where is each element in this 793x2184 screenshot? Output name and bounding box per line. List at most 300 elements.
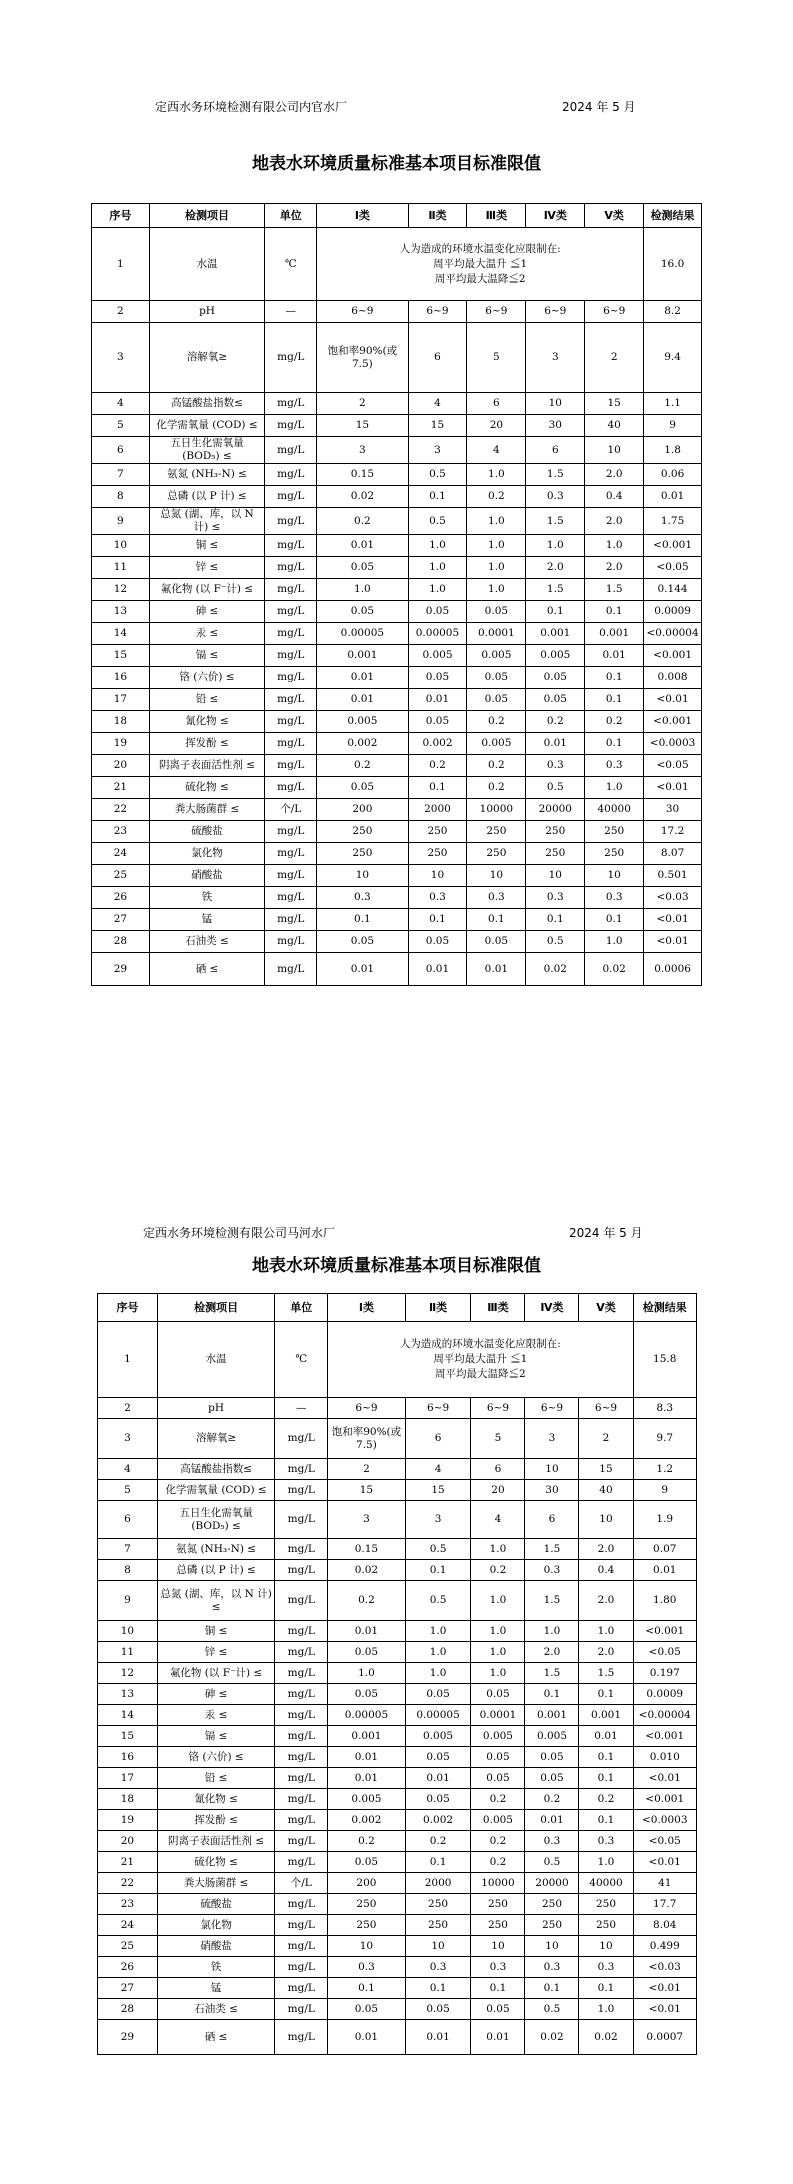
class-limit: 0.001 <box>328 1726 406 1747</box>
unit: mg/L <box>275 1768 328 1789</box>
class-limit: 0.005 <box>408 645 467 667</box>
test-result: <0.001 <box>633 1789 697 1810</box>
table-row <box>92 799 702 821</box>
table-row <box>98 1915 697 1936</box>
class-limit: 0.05 <box>328 1684 406 1705</box>
class-limit: 0.001 <box>585 623 644 645</box>
item-name: 挥发酚 ≤ <box>157 1810 274 1831</box>
column-header: Ⅲ类 <box>471 1294 525 1322</box>
row-number: 27 <box>92 909 150 931</box>
class-limit: 15 <box>579 1459 633 1480</box>
class-limit: 1.0 <box>471 1663 525 1684</box>
class-limit: 1.5 <box>579 1663 633 1684</box>
item-name: 总氮 (湖、库，以 N 计) ≤ <box>157 1581 274 1621</box>
class-limit: 5 <box>467 323 526 393</box>
test-result: <0.01 <box>633 1978 697 1999</box>
row-number: 28 <box>98 1999 158 2020</box>
class-limit: 30 <box>525 1480 579 1501</box>
table-row <box>92 931 702 953</box>
item-name: 铅 ≤ <box>157 1768 274 1789</box>
class-limit: 0.2 <box>317 508 408 535</box>
test-result: <0.05 <box>644 755 702 777</box>
test-result: 0.0006 <box>644 953 702 986</box>
class-limit: 0.1 <box>408 909 467 931</box>
test-result: 0.0007 <box>633 2020 697 2055</box>
test-result: <0.001 <box>633 1726 697 1747</box>
test-result: <0.01 <box>644 689 702 711</box>
test-result: <0.001 <box>644 535 702 557</box>
unit: mg/L <box>265 843 317 865</box>
item-name: 锰 <box>157 1978 274 1999</box>
test-result: 1.9 <box>633 1501 697 1539</box>
unit: mg/L <box>275 1978 328 1999</box>
class-limit: 15 <box>405 1480 471 1501</box>
row-number: 4 <box>98 1459 158 1480</box>
row-number: 24 <box>98 1915 158 1936</box>
class-limit: 0.01 <box>317 667 408 689</box>
class-limit: 0.01 <box>328 2020 406 2055</box>
unit: mg/L <box>265 711 317 733</box>
test-result: <0.01 <box>633 1999 697 2020</box>
row-number: 26 <box>98 1957 158 1978</box>
table-row <box>98 1978 697 1999</box>
class-limit: 0.1 <box>526 909 585 931</box>
class-limit: 0.005 <box>525 1726 579 1747</box>
row-number: 1 <box>92 228 150 301</box>
item-name: 总磷 (以 P 计) ≤ <box>149 486 265 508</box>
table-row <box>98 1419 697 1459</box>
unit: mg/L <box>265 415 317 437</box>
class-limit: 250 <box>467 843 526 865</box>
unit: mg/L <box>265 755 317 777</box>
test-result: <0.0003 <box>633 1810 697 1831</box>
test-result: 1.2 <box>633 1459 697 1480</box>
class-limit: 0.1 <box>408 486 467 508</box>
class-limit: 0.2 <box>525 1789 579 1810</box>
table-row <box>98 1621 697 1642</box>
row-number: 15 <box>92 645 150 667</box>
class-limit: 15 <box>585 393 644 415</box>
test-result: 9.4 <box>644 323 702 393</box>
class-limit: 2 <box>328 1459 406 1480</box>
class-limit: 0.005 <box>328 1789 406 1810</box>
class-limit: 1.5 <box>525 1539 579 1560</box>
note-line: 周平均最大温降≦2 <box>434 1368 526 1380</box>
class-limit: 10 <box>525 1459 579 1480</box>
class-limit: 2.0 <box>579 1581 633 1621</box>
class-limit: 1.0 <box>405 1642 471 1663</box>
class-limit: 0.001 <box>526 623 585 645</box>
class-limit: 1.0 <box>585 931 644 953</box>
class-limit: 0.05 <box>467 931 526 953</box>
class-limit: 2 <box>579 1419 633 1459</box>
table-row <box>92 623 702 645</box>
item-name: 总磷 (以 P 计) ≤ <box>157 1560 274 1581</box>
class-limit: 0.05 <box>405 1999 471 2020</box>
test-result: 0.07 <box>633 1539 697 1560</box>
class-limit: 0.15 <box>328 1539 406 1560</box>
row-number: 17 <box>98 1768 158 1789</box>
table-row <box>98 1936 697 1957</box>
class-limit: 0.05 <box>525 1747 579 1768</box>
column-header: 检测结果 <box>644 204 702 228</box>
unit: mg/L <box>275 1419 328 1459</box>
page-title: 地表水环境质量标准基本项目标准限值 <box>252 154 541 174</box>
row-number: 5 <box>98 1480 158 1501</box>
item-name: 硝酸盐 <box>157 1936 274 1957</box>
row-number: 13 <box>98 1684 158 1705</box>
class-limit: 0.1 <box>585 601 644 623</box>
class-limit: 1.0 <box>467 535 526 557</box>
table-row <box>92 777 702 799</box>
class-limit: 0.1 <box>585 733 644 755</box>
class-limit: 0.01 <box>526 733 585 755</box>
table-row <box>98 1957 697 1978</box>
test-result: 30 <box>644 799 702 821</box>
row-number: 17 <box>92 689 150 711</box>
test-result: 0.010 <box>633 1747 697 1768</box>
class-limit: 0.1 <box>405 1978 471 1999</box>
table-row <box>92 645 702 667</box>
class-limit: 0.001 <box>525 1705 579 1726</box>
class-limit: 3 <box>525 1419 579 1459</box>
class-limit: 250 <box>405 1915 471 1936</box>
row-number: 6 <box>92 437 150 464</box>
test-result: <0.001 <box>644 645 702 667</box>
class-limit: 2.0 <box>526 557 585 579</box>
test-result: <0.01 <box>644 931 702 953</box>
table-row <box>92 579 702 601</box>
unit: mg/L <box>265 601 317 623</box>
item-name: 阴离子表面活性剂 ≤ <box>157 1831 274 1852</box>
row-number: 26 <box>92 887 150 909</box>
item-name: 硒 ≤ <box>149 953 265 986</box>
class-limit: 0.3 <box>525 1831 579 1852</box>
row-number: 12 <box>98 1663 158 1684</box>
test-result: 0.0009 <box>633 1684 697 1705</box>
row-number: 21 <box>92 777 150 799</box>
row-number: 18 <box>92 711 150 733</box>
class-limit: 0.01 <box>408 689 467 711</box>
class-limit: 1.5 <box>585 579 644 601</box>
column-header: 单位 <box>275 1294 328 1322</box>
class-limit: 0.01 <box>408 953 467 986</box>
test-result: <0.001 <box>633 1621 697 1642</box>
class-limit: 6~9 <box>579 1398 633 1419</box>
table-row <box>92 301 702 323</box>
table-row <box>92 415 702 437</box>
class-limit: 0.1 <box>328 1978 406 1999</box>
class-limit: 10 <box>471 1936 525 1957</box>
test-result: <0.01 <box>644 909 702 931</box>
item-name: 氯化物 <box>149 843 265 865</box>
column-header: 检测项目 <box>149 204 265 228</box>
class-limit: 6~9 <box>526 301 585 323</box>
table-row <box>98 1873 697 1894</box>
class-limit: 0.02 <box>317 486 408 508</box>
class-limit: 0.01 <box>317 689 408 711</box>
class-limit: 0.01 <box>471 2020 525 2055</box>
class-limit: 30 <box>526 415 585 437</box>
unit: mg/L <box>275 1581 328 1621</box>
class-limit: 250 <box>526 821 585 843</box>
class-limit: 250 <box>471 1894 525 1915</box>
item-name: 锰 <box>149 909 265 931</box>
class-limit: 0.1 <box>317 909 408 931</box>
table-header-row <box>92 204 702 228</box>
class-limit: 0.00005 <box>408 623 467 645</box>
class-limit: 2.0 <box>579 1539 633 1560</box>
class-limit: 0.2 <box>471 1852 525 1873</box>
column-header: Ⅴ类 <box>585 204 644 228</box>
test-result: 15.8 <box>633 1322 697 1398</box>
unit: mg/L <box>275 1621 328 1642</box>
item-name: 硫酸盐 <box>149 821 265 843</box>
class-limit: 15 <box>317 415 408 437</box>
header-date: 2024 年 5 月 <box>569 1226 643 1240</box>
table-row <box>92 909 702 931</box>
item-name: 溶解氧≥ <box>157 1419 274 1459</box>
class-limit: 0.05 <box>405 1789 471 1810</box>
class-limit: 0.05 <box>471 1747 525 1768</box>
class-limit: 0.01 <box>579 1726 633 1747</box>
class-limit: 4 <box>467 437 526 464</box>
item-name: 硫化物 ≤ <box>157 1852 274 1873</box>
standards-table <box>97 1293 697 2055</box>
test-result: 17.2 <box>644 821 702 843</box>
test-result: 8.07 <box>644 843 702 865</box>
class-limit: 20 <box>471 1480 525 1501</box>
unit: mg/L <box>265 579 317 601</box>
item-name: 砷 ≤ <box>149 601 265 623</box>
water-temp-note <box>328 1322 633 1398</box>
class-limit: 10 <box>579 1936 633 1957</box>
class-limit: 250 <box>405 1894 471 1915</box>
class-limit: 250 <box>328 1915 406 1936</box>
unit: 个/L <box>275 1873 328 1894</box>
class-limit: 0.2 <box>467 486 526 508</box>
unit: 个/L <box>265 799 317 821</box>
column-header: 检测结果 <box>633 1294 697 1322</box>
unit: mg/L <box>265 557 317 579</box>
class-limit: 1.0 <box>579 1621 633 1642</box>
class-limit: 0.05 <box>405 1684 471 1705</box>
class-limit: 250 <box>471 1915 525 1936</box>
class-limit: 1.0 <box>471 1581 525 1621</box>
class-limit: 5 <box>471 1419 525 1459</box>
row-number: 23 <box>92 821 150 843</box>
unit: mg/L <box>265 508 317 535</box>
class-limit: 0.2 <box>471 1560 525 1581</box>
class-limit: 15 <box>328 1480 406 1501</box>
class-limit: 0.3 <box>405 1957 471 1978</box>
test-result: 9 <box>644 415 702 437</box>
class-limit: 1.0 <box>408 535 467 557</box>
class-limit: 6 <box>525 1501 579 1539</box>
class-limit: 1.0 <box>525 1621 579 1642</box>
item-name: 锌 ≤ <box>157 1642 274 1663</box>
item-name: 铁 <box>157 1957 274 1978</box>
row-number: 10 <box>98 1621 158 1642</box>
class-limit: 0.001 <box>317 645 408 667</box>
row-number: 8 <box>92 486 150 508</box>
unit: mg/L <box>275 1852 328 1873</box>
table-row <box>92 464 702 486</box>
class-limit: 0.2 <box>328 1581 406 1621</box>
item-name: 镉 ≤ <box>149 645 265 667</box>
unit: — <box>265 301 317 323</box>
table-row <box>98 2020 697 2055</box>
class-limit: 200 <box>317 799 408 821</box>
column-header: Ⅲ类 <box>467 204 526 228</box>
row-number: 2 <box>92 301 150 323</box>
row-number: 7 <box>92 464 150 486</box>
row-number: 29 <box>98 2020 158 2055</box>
class-limit: 0.1 <box>405 1852 471 1873</box>
class-limit: 0.02 <box>579 2020 633 2055</box>
table-row <box>92 755 702 777</box>
class-limit: 0.05 <box>408 601 467 623</box>
row-number: 13 <box>92 601 150 623</box>
class-limit: 0.4 <box>585 486 644 508</box>
class-limit: 6~9 <box>328 1398 406 1419</box>
class-limit: 250 <box>317 843 408 865</box>
class-limit: 0.2 <box>467 777 526 799</box>
class-limit: 0.5 <box>405 1539 471 1560</box>
class-limit: 250 <box>525 1915 579 1936</box>
table-row <box>92 887 702 909</box>
table-row <box>92 323 702 393</box>
item-name: 水温 <box>149 228 265 301</box>
column-header: Ⅴ类 <box>579 1294 633 1322</box>
class-limit: 0.01 <box>328 1768 406 1789</box>
table-row <box>92 865 702 887</box>
class-limit: 2 <box>585 323 644 393</box>
class-limit: 0.00005 <box>328 1705 406 1726</box>
class-limit: 1.0 <box>405 1663 471 1684</box>
test-result: 16.0 <box>644 228 702 301</box>
table-row <box>98 1560 697 1581</box>
table-row <box>98 1501 697 1539</box>
item-name: 石油类 ≤ <box>157 1999 274 2020</box>
class-limit: 0.3 <box>579 1957 633 1978</box>
unit: mg/L <box>265 623 317 645</box>
class-limit: 1.0 <box>585 535 644 557</box>
test-result: 0.197 <box>633 1663 697 1684</box>
item-name: 汞 ≤ <box>157 1705 274 1726</box>
item-name: 铜 ≤ <box>157 1621 274 1642</box>
item-name: 汞 ≤ <box>149 623 265 645</box>
row-number: 4 <box>92 393 150 415</box>
test-result: <0.00004 <box>633 1705 697 1726</box>
unit: mg/L <box>265 535 317 557</box>
table-row <box>98 1539 697 1560</box>
table-row <box>98 1831 697 1852</box>
class-limit: 0.0001 <box>471 1705 525 1726</box>
class-limit: 40000 <box>585 799 644 821</box>
class-limit: 6 <box>471 1459 525 1480</box>
class-limit: 0.005 <box>467 733 526 755</box>
class-limit: 1.0 <box>467 464 526 486</box>
class-limit: 2.0 <box>585 464 644 486</box>
table-row <box>98 1852 697 1873</box>
table-row <box>98 1663 697 1684</box>
item-name: 氯化物 <box>157 1915 274 1936</box>
row-number: 19 <box>92 733 150 755</box>
class-limit: 0.2 <box>317 755 408 777</box>
note-line: 人为造成的环境水温变化应限制在: <box>399 1338 561 1350</box>
row-number: 2 <box>98 1398 158 1419</box>
unit: mg/L <box>265 733 317 755</box>
class-limit: 0.15 <box>317 464 408 486</box>
table-row <box>98 1642 697 1663</box>
row-number: 22 <box>92 799 150 821</box>
class-limit: 1.0 <box>317 579 408 601</box>
item-name: 氰化物 ≤ <box>149 711 265 733</box>
class-limit: 6 <box>467 393 526 415</box>
item-name: 氟化物 (以 F⁻计) ≤ <box>157 1663 274 1684</box>
class-limit: 0.5 <box>526 931 585 953</box>
class-limit: 6~9 <box>525 1398 579 1419</box>
class-limit: 250 <box>467 821 526 843</box>
class-limit: 10 <box>408 865 467 887</box>
class-limit: 饱和率90%(或7.5) <box>317 323 408 393</box>
class-limit: 1.0 <box>579 1999 633 2020</box>
class-limit: 250 <box>317 821 408 843</box>
table-row <box>98 1398 697 1419</box>
row-number: 6 <box>98 1501 158 1539</box>
unit: mg/L <box>275 1663 328 1684</box>
class-limit: 2.0 <box>585 557 644 579</box>
class-limit: 0.01 <box>328 1621 406 1642</box>
unit: mg/L <box>265 645 317 667</box>
class-limit: 0.1 <box>579 1978 633 1999</box>
row-number: 27 <box>98 1978 158 1999</box>
class-limit: 0.00005 <box>317 623 408 645</box>
class-limit: 6 <box>408 323 467 393</box>
test-result: 8.3 <box>633 1398 697 1419</box>
test-result: <0.00004 <box>644 623 702 645</box>
table-row <box>92 437 702 464</box>
unit: mg/L <box>265 464 317 486</box>
item-name: 水温 <box>157 1322 274 1398</box>
class-limit: 1.0 <box>471 1621 525 1642</box>
item-name: 氨氮 (NH₃-N) ≤ <box>157 1539 274 1560</box>
class-limit: 1.0 <box>471 1642 525 1663</box>
class-limit: 1.5 <box>526 508 585 535</box>
class-limit: 0.2 <box>526 711 585 733</box>
table-row <box>98 1789 697 1810</box>
item-name: 化学需氧量 (COD) ≤ <box>149 415 265 437</box>
class-limit: 0.05 <box>467 667 526 689</box>
test-result: 17.7 <box>633 1894 697 1915</box>
class-limit: 0.3 <box>526 887 585 909</box>
class-limit: 0.3 <box>467 887 526 909</box>
class-limit: 0.01 <box>405 1768 471 1789</box>
note-line: 周平均最大温降≦2 <box>434 272 526 285</box>
class-limit: 0.00005 <box>405 1705 471 1726</box>
class-limit: 0.1 <box>585 689 644 711</box>
table-row <box>92 228 702 301</box>
header-company: 定西水务环境检测有限公司马河水厂 <box>143 1226 336 1240</box>
table-row <box>92 733 702 755</box>
item-name: 溶解氧≥ <box>149 323 265 393</box>
test-result: 41 <box>633 1873 697 1894</box>
test-result: 0.01 <box>644 486 702 508</box>
unit: mg/L <box>265 953 317 986</box>
class-limit: 2.0 <box>525 1642 579 1663</box>
class-limit: 3 <box>328 1501 406 1539</box>
